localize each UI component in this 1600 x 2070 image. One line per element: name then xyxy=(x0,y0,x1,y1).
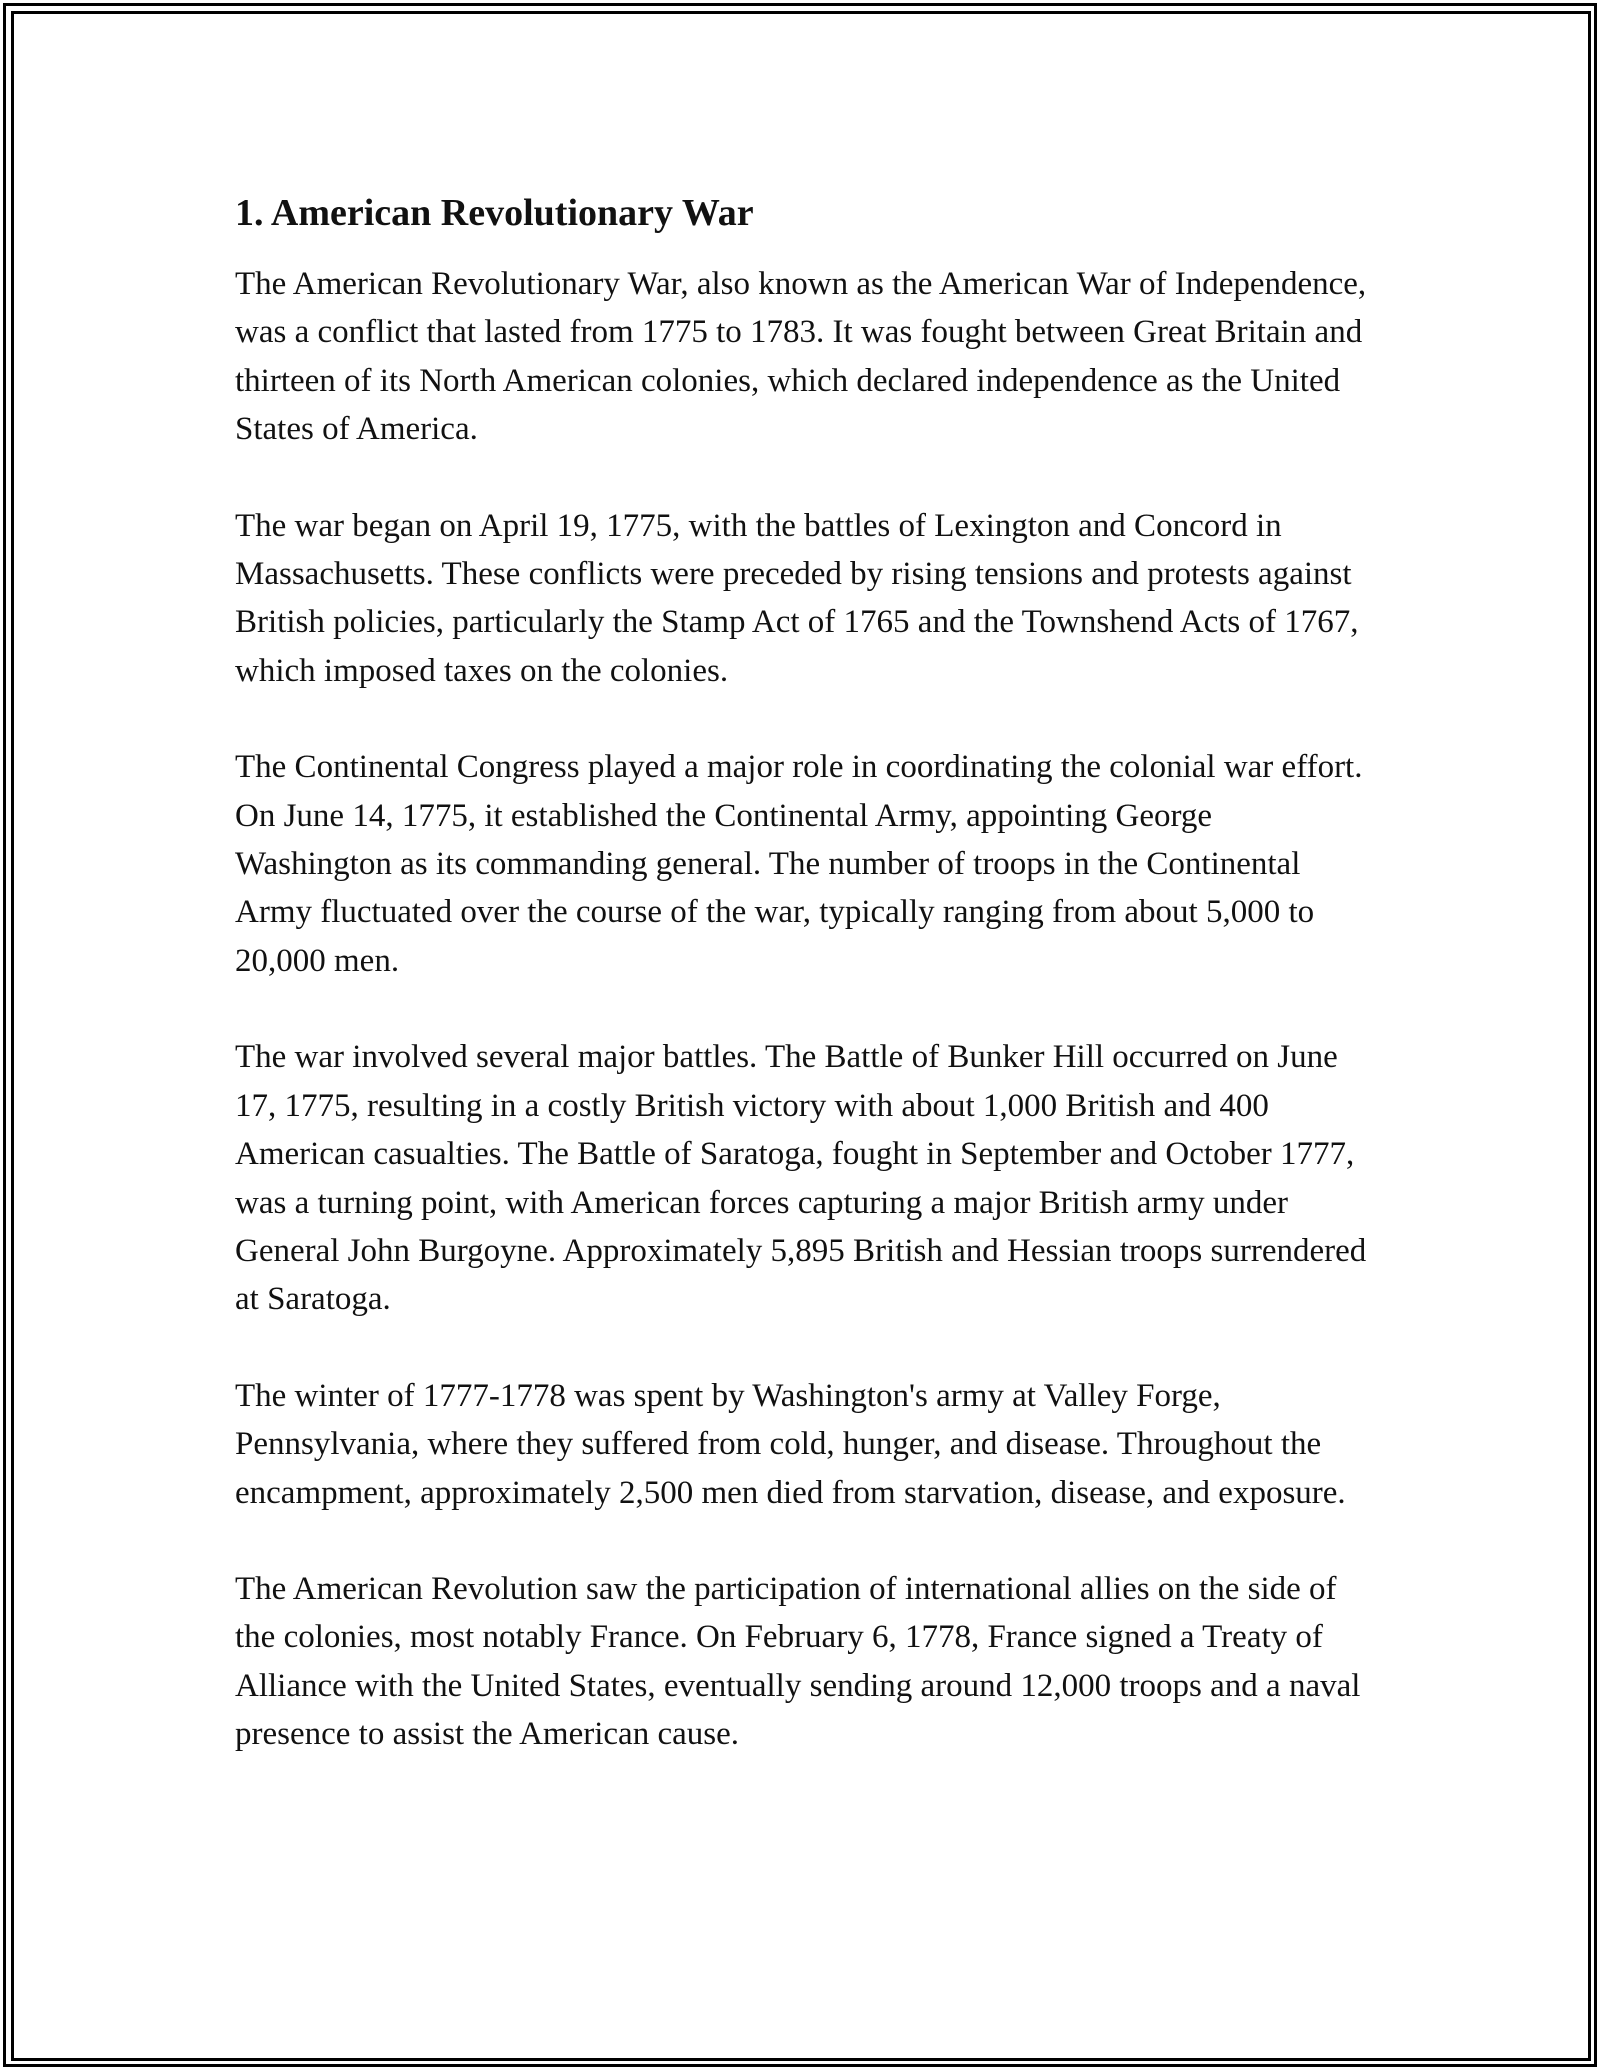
paragraph-valley-forge: The winter of 1777-1778 was spent by Washington's army at Valley Forge, Pennsylvania, where they suffered from cold, hunger, and disease. Throughout the encampment, approximately 2,500 men died from starvation, disease, and exposure. xyxy=(235,1377,1346,1511)
paragraph-continental-congress: The Continental Congress played a major role in coordinating the colonial war effort. On June 14, 1775, it established the Continental Army, appointing George Washington as its commanding general. The number of troops in the Continental Army fluctuated over the course of the war, typically ranging from about 5,000 to 20,000 men. xyxy=(235,749,1363,979)
section-title: 1. American Revolutionary War xyxy=(235,192,754,234)
paragraph-overview: The American Revolutionary War, also known as the American War of Independence, was a conflict that lasted from 1775 to 1783. It was fought between Great Britain and thirteen of its North American colonies, which declared independence as the United States of America. xyxy=(235,266,1367,448)
paragraph-international-allies: The American Revolution saw the participation of international allies on the side of the colonies, most notably France. On February 6, 1778, France signed a Treaty of Alliance with the United States, eventually sending around 12,000 troops and a naval presence to assist the American cause. xyxy=(235,1570,1361,1753)
document-body xyxy=(235,188,1375,1759)
paragraph-major-battles: The war involved several major battles. The Battle of Bunker Hill occurred on June 17, 1775, resulting in a costly British victory with about 1,000 British and 400 American casualties. The Battle of Saratoga, fought in September and October 1777, was a turning point, with American forces capturing a major British army under General John Burgoyne. Approximately 5,895 British and Hessian troops surrendered at Saratoga. xyxy=(235,1039,1367,1318)
paragraph-war-beginning: The war began on April 19, 1775, with the battles of Lexington and Concord in Massachusetts. These conflicts were preceded by rising tensions and protests against British policies, particularly the Stamp Act of 1765 and the Townshend Acts of 1767, which imposed taxes on the colonies. xyxy=(235,507,1359,689)
